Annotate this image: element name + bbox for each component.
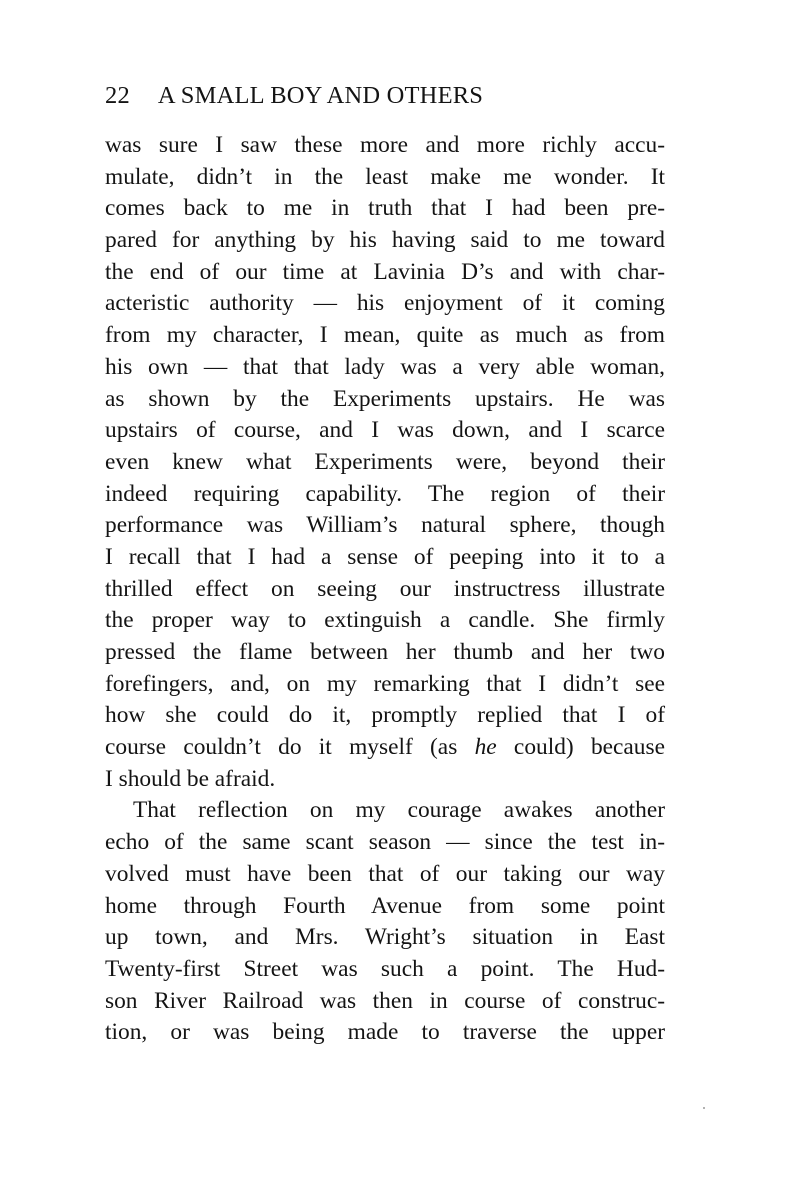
text-line: was sure I saw these more and more richly accu- <box>105 132 665 158</box>
text-line: his own — that that lady was a very able woman, <box>105 353 665 380</box>
text-line: the proper way to extinguish a candle. She firmly <box>105 607 665 634</box>
text-line: thrilled effect on seeing our instructress illustrate <box>105 575 665 602</box>
text-line: how she could do it, promptly replied that I of <box>105 702 665 729</box>
paragraph-2 <box>105 795 665 1049</box>
text-line: indeed requiring capability. The region of their <box>105 480 665 507</box>
text-line: Twenty-first Street was such a point. The Hud- <box>105 955 665 982</box>
text-line: the end of our time at Lavinia D’s and with char- <box>105 258 665 285</box>
text-line: tion, or was being made to traverse the upper <box>105 1019 665 1046</box>
paper-speck <box>703 1107 705 1109</box>
text-line: up town, and Mrs. Wright’s situation in East <box>105 924 665 951</box>
text-line: forefingers, and, on my remarking that I didn’t see <box>105 670 665 697</box>
text-line-with-italic <box>105 732 665 764</box>
text-line: pared for anything by his having said to me toward <box>105 227 665 254</box>
text-line: performance was William’s natural sphere, though <box>105 512 665 539</box>
text-line: volved must have been that of our taking our way <box>105 860 665 887</box>
italic-word: he <box>474 734 497 761</box>
text-line: pressed the flame between her thumb and her two <box>105 639 665 665</box>
text-line: as shown by the Experiments upstairs. He was <box>105 385 665 412</box>
text-line: echo of the same scant season — since the test in- <box>105 829 665 856</box>
text-line: upstairs of course, and I was down, and I scarce <box>105 417 665 444</box>
body-text <box>105 130 665 1049</box>
text-line-indented: That reflection on my courage awakes another <box>133 797 665 824</box>
running-head <box>105 78 665 114</box>
text-line: mulate, didn’t in the least make me wonder. It <box>105 163 665 190</box>
text-line: son River Railroad was then in course of construc- <box>105 987 665 1014</box>
text-line: I recall that I had a sense of peeping into it to a <box>105 543 665 570</box>
paragraph-1 <box>105 130 665 795</box>
running-title: A SMALL BOY AND OTHERS <box>157 82 484 109</box>
text-line: even knew what Experiments were, beyond their <box>105 448 665 475</box>
page-number: 22 <box>105 82 130 109</box>
text-run: could) because <box>496 734 665 761</box>
text-run: course couldn’t do it myself (as <box>105 734 475 761</box>
paragraph-end-line: I should be afraid. <box>105 765 276 792</box>
text-line: acteristic authority — his enjoyment of it coming <box>105 290 665 317</box>
text-line: from my character, I mean, quite as much as from <box>105 322 665 349</box>
text-line: home through Fourth Avenue from some point <box>105 892 665 919</box>
book-page <box>105 78 665 1049</box>
text-line: comes back to me in truth that I had been pre- <box>105 195 665 222</box>
